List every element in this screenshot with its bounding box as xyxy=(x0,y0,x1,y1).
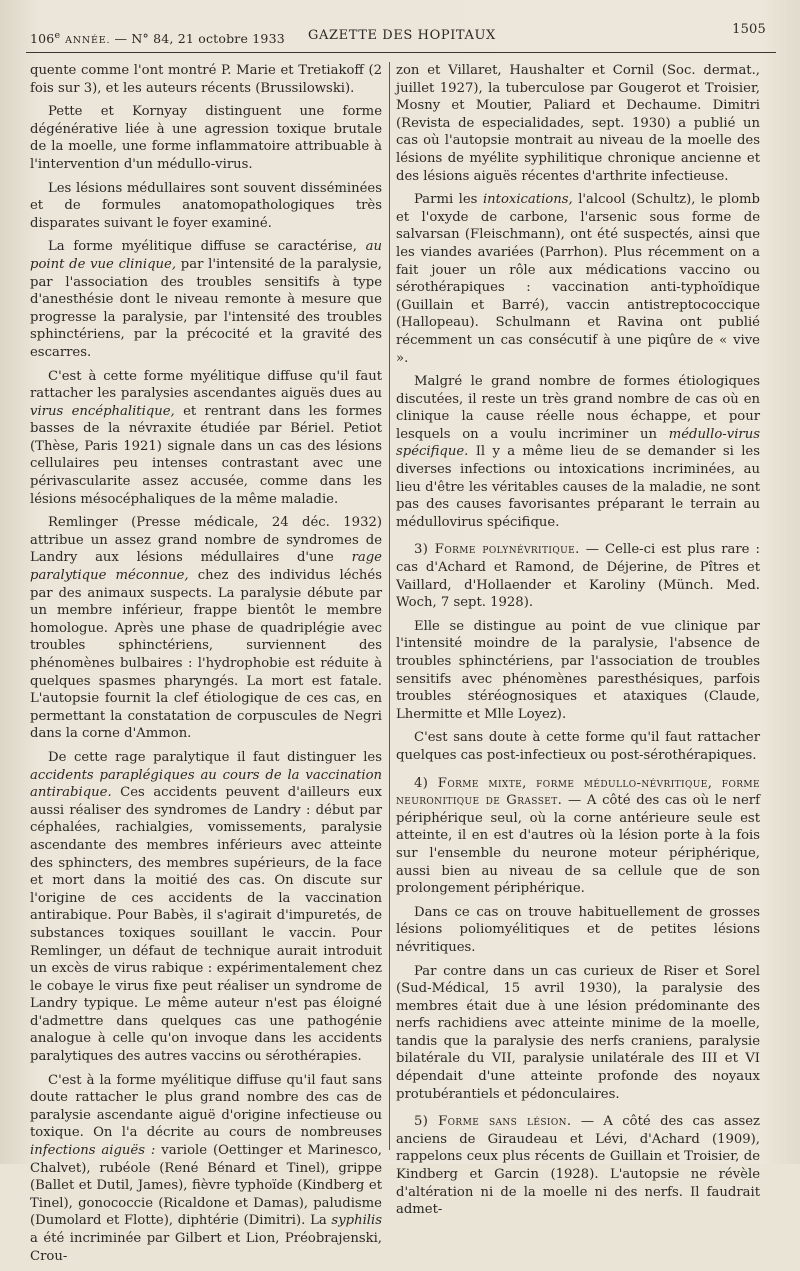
italic-run: au point de vue clinique, xyxy=(30,239,382,272)
text-run: C'est à cette forme myélitique diffuse qu'il faut rattacher les paralysies ascendantes aiguës dues au xyxy=(30,368,382,402)
paragraph: Par contre dans un cas curieux de Riser et Sorel (Sud-Médical, 15 avril 1930), la paralysie des membres était due à une lésion prédominante des nerfs rachidiens avec atteinte minime de la moelle, tandis que la paralysie des nerfs craniens, paralysie bilatérale du VII, paralysie unilatérale des III et VI dépendait d'une atteinte profonde des noyaux protubérantiels et pédonculaires. xyxy=(396,963,760,1102)
issue-info xyxy=(30,30,285,46)
paragraph: Elle se distingue au point de vue clinique par l'intensité moindre de la paralysie, l'absence de troubles sphinctériens, par l'association de troubles sensitifs avec phénomènes paresthésiques, parfois troubles stéréognosiques et ataxiques (Claude, Lhermitte et Mlle Loyez). xyxy=(396,618,760,722)
issue-number-date: — N° 84, 21 octobre 1933 xyxy=(114,31,285,47)
section-heading: 4) Forme mixte, forme médullo-névritique, forme neuronitique de Grasset. xyxy=(396,775,760,809)
paragraph xyxy=(30,238,382,361)
text-run: Ces accidents peuvent d'ailleurs eux aussi réaliser des syndromes de Landry : début par céphalées, rachialgies, vomissements, paralysie ascendante des membres inférieurs avec atteinte des sphincters, des membres supérieurs, de la face et mort dans la moitié des cas. On discute sur l'origine de ces accidents de la vaccination antirabique. Pour Babès, il s'agirait d'impuretés, de substances toxiques souillant le vaccin. Pour Remlinger, un défaut de technique aurait introduit un excès de virus rabique : expérimentalement chez le cobaye le virus fixe peut réaliser un syndrome de Landry typique. Le même auteur n'est pas éloigné d'admettre dans quelques cas une pathogénie analogue à celle qu'on invoque dans les accidents paralytiques des autres vaccins ou sérothérapies. xyxy=(30,785,382,1065)
section-heading: 3) Forme polynévritique. xyxy=(414,542,580,558)
column-divider xyxy=(389,62,390,1150)
right-column xyxy=(396,62,760,1225)
journal-title: GAZETTE DES HOPITAUX xyxy=(308,28,496,43)
year-word: ANNÉE. xyxy=(65,35,111,47)
paragraph xyxy=(396,191,760,367)
italic-run: rage paralytique méconnue, xyxy=(30,550,382,584)
paragraph: zon et Villaret, Haushalter et Cornil (Soc. dermat., juillet 1927), la tuberculose par Gougerot et Troisier, Mosny et Moutier, Paliard et Dechaume. Dimitri (Revista de especialidades, sept. 1930) a publié un cas où l'autopsie montrait au niveau de la moelle des lésions de myélite syphilitique chronique ancienne et des lésions aiguës récentes d'arthrite infectieuse. xyxy=(396,63,760,184)
page-number: 1505 xyxy=(732,22,766,37)
text-run: variole (Oettinger et Marinesco, Chalvet), rubéole (René Bénard et Tinel), grippe (Ballet et Dutil, James), fièvre typhoïde (Kindberg et Tinel), gonococcie (Ricaldone et Damas), paludisme (Dumolard et Flotte), diphtérie (Dimitri). La xyxy=(30,1143,382,1229)
text-run: Parmi les xyxy=(414,192,483,208)
paragraph: quente comme l'ont montré P. Marie et Tretiakoff (2 fois sur 3), et les auteurs récents (Brussilowski). xyxy=(30,63,382,96)
paragraph xyxy=(30,514,382,743)
paragraph xyxy=(30,1072,382,1266)
section-5 xyxy=(396,1113,760,1219)
italic-run: virus encéphalitique, xyxy=(30,403,175,419)
header-rule xyxy=(26,52,776,53)
paragraph: Dans ce cas on trouve habituellement de grosses lésions poliomyélitiques et de petites lésions névritiques. xyxy=(396,904,760,955)
left-column xyxy=(30,62,382,1271)
text-run: Il y a même lieu de se demander si les diverses infections ou intoxications incriminées, au lieu d'être les véritables causes de la maladie, ne sont pas des causes favorisantes préparant le terrain au médullovirus spécifique. xyxy=(396,444,760,530)
section-4 xyxy=(396,775,760,898)
running-header xyxy=(22,18,776,52)
text-run: C'est à la forme myélitique diffuse qu'il faut sans doute rattacher le plus grand nombre des cas de paralysie ascendante aiguë d'origine infectieuse ou toxique. On l'a décrite au cours de nombreuses xyxy=(30,1072,382,1141)
year-superscript: e xyxy=(54,30,61,41)
paragraph: Les lésions médullaires sont souvent disséminées et de formules anatomopathologiques très disparates suivant le foyer examiné. xyxy=(30,180,382,231)
text-run: et rentrant dans les formes basses de la névraxite étudiée par Bériel. Petiot (Thèse, Paris 1921) signale dans un cas des lésions cellulaires peu intenses contrastant avec une périvascularite assez accusée, comme dans les lésions mésocéphaliques de la même maladie. xyxy=(30,403,382,507)
text-run: La forme myélitique diffuse se caractérise, xyxy=(48,239,366,255)
paragraph xyxy=(30,368,382,509)
text-run: — Celle-ci est plus rare : cas d'Achard et Ramond, de Déjerine, de Pîtres et Vaillard, d'Hollaender et Karoliny (Münch. Med. Woch, 7 sept. 1928). xyxy=(396,542,760,611)
italic-run: infections aiguës : xyxy=(30,1143,156,1159)
paragraph: Pette et Kornyay distinguent une forme dégénérative liée à une agression toxique brutale de la moelle, une forme inflammatoire attribuable à l'intervention d'un médullo-virus. xyxy=(30,104,382,172)
italic-run: intoxications, xyxy=(482,192,573,208)
text-run: Remlinger (Presse médicale, 24 déc. 1932) attribue un assez grand nombre de syndromes de Landry aux lésions médullaires d'une xyxy=(30,515,382,566)
text-run: De cette rage paralytique il faut distinguer les xyxy=(48,749,382,765)
text-run: a été incriminée par Gilbert et Lion, Préobrajenski, Crou- xyxy=(30,1231,382,1264)
text-run: — A côté des cas où le nerf périphérique seul, où la corne antérieure seule est atteinte, il en est d'autres où la lésion porte à la fois sur l'ensemble du neurone moteur périphérique, aussi bien au niveau de sa cellule que de son prolongement périphérique. xyxy=(396,793,760,897)
italic-run: accidents paraplégiques au cours de la vaccination antirabique. xyxy=(30,767,382,801)
paragraph: C'est sans doute à cette forme qu'il faut rattacher quelques cas post-infectieux ou post-sérothérapiques. xyxy=(396,730,760,763)
paragraph xyxy=(30,749,382,1066)
italic-run: syphilis xyxy=(331,1213,382,1229)
section-heading: 5) Forme sans lésion. xyxy=(414,1114,572,1130)
paragraph xyxy=(396,373,760,531)
text-run: chez des individus léchés par des animaux suspects. La paralysie débute par un membre inférieur, frappe bientôt le membre homologue. Après une phase de quadriplégie avec troubles sphinctériens, surviennent des phénomènes bulbaires : l'hydrophobie est réduite à quelques spasmes pharyngés. La mort est fatale. L'autopsie fournit la clef étiologique de ces cas, en permettant la constatation de corpuscules de Negri dans la corne d'Ammon. xyxy=(30,568,382,742)
text-run: — A côté des cas assez anciens de Giraudeau et Lévi, d'Achard (1909), rappelons ceux plus récents de Guillain et Troisier, de Kindberg et Garcin (1928). L'autopsie ne révèle d'altération ni de la moelle ni des nerfs. Il faudrait admet- xyxy=(396,1114,760,1218)
text-run: Malgré le grand nombre de formes étiologiques discutées, il reste un très grand nombre de cas où en clinique la cause réelle nous échappe, et pour lesquels on a voulu incriminer un xyxy=(396,374,760,442)
section-3 xyxy=(396,541,760,611)
italic-run: médullo-virus spécifique. xyxy=(396,426,760,460)
year-number: 106 xyxy=(30,31,55,47)
text-run: par l'intensité de la paralysie, par l'association des troubles sensitifs à type d'anesthésie dont le niveau remonte à mesure que progresse la paralysie, par l'intensité des troubles sphinctériens, par la précocité et la gravité des escarres. xyxy=(30,256,382,360)
text-run: l'alcool (Schultz), le plomb et l'oxyde de carbone, l'arsenic sous forme de salvarsan (Fleischmann), ont été suspectés, ainsi que les viandes avariées (Parrhon). Plus récemment on a fait jouer un rôle aux médications vaccino ou sérothérapiques : vaccination anti-typhoïdique (Guillain et Barré), vaccin antistreptococcique (Hallopeau). Schulmann et Ravina ont publié récemment un cas consécutif à une piqûre de « vive ». xyxy=(396,192,760,366)
